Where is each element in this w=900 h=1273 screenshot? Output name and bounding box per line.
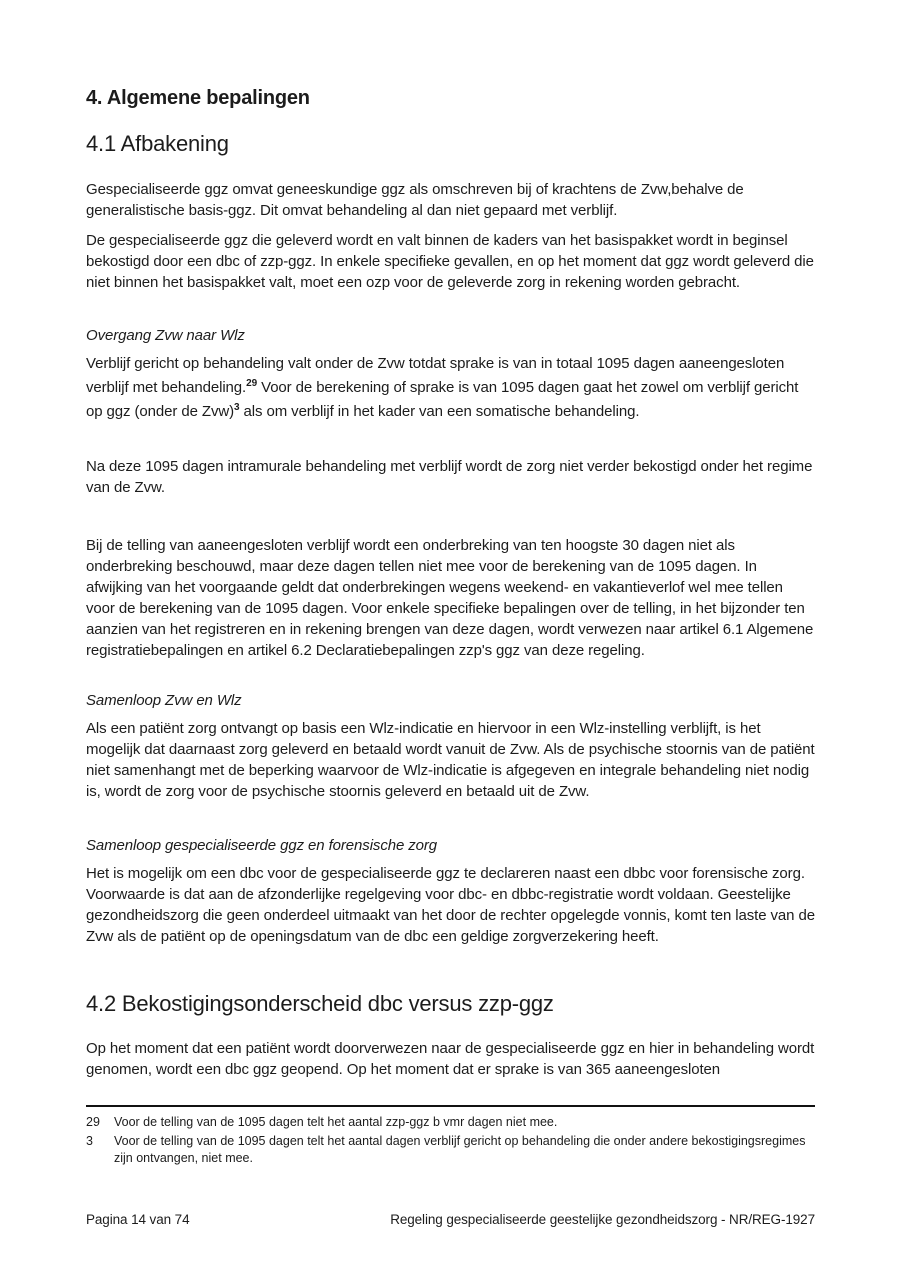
subheading-overgang-zvw-wlz: Overgang Zvw naar Wlz <box>86 327 245 344</box>
paragraph-na-1095-dagen: Na deze 1095 dagen intramurale behandeling met verblijf wordt de zorg niet verder bekostigd onder het regime van de Zvw. <box>86 458 813 496</box>
paragraph-bekostiging-1: Op het moment dat een patiënt wordt doorverwezen naar de gespecialiseerde ggz en hier in behandeling wordt genomen, wordt een dbc ggz geopend. Op het moment dat er sprake is van 365 aaneengesloten <box>86 1040 815 1078</box>
footnote-text: Voor de telling van de 1095 dagen telt het aantal dagen verblijf gericht op behandeling die onder andere bekostigingsregimes zijn ontvangen, niet mee. <box>114 1134 806 1165</box>
footnote-divider <box>86 1105 815 1107</box>
paragraph-afbakening-1: Gespecialiseerde ggz omvat geneeskundige ggz als omschreven bij of krachtens de Zvw,behalve de generalistische basis-ggz. Dit omvat behandeling al dan niet gepaard met verblijf. <box>86 181 744 219</box>
subheading-samenloop-zvw-wlz: Samenloop Zvw en Wlz <box>86 692 242 709</box>
footnote-text: Voor de telling van de 1095 dagen telt het aantal zzp-ggz b vmr dagen niet mee. <box>114 1115 558 1129</box>
paragraph-verblijf-1095 <box>86 352 815 424</box>
chapter-heading: 4. Algemene bepalingen <box>86 87 310 109</box>
footnote-reference-3: 3 <box>233 402 240 413</box>
paragraph-segment: als om verblijf in het kader van een somatische behandeling. <box>239 403 640 420</box>
subheading-samenloop-forensisch: Samenloop gespecialiseerde ggz en forensische zorg <box>86 837 438 854</box>
footnote-reference-29: 29 <box>246 378 258 389</box>
paragraph-segment: Voor de berekening of sprake is van 1095 dagen gaat het zowel om verblijf gericht op ggz (onder de Zvw) <box>86 379 799 420</box>
paragraph-samenloop-forensisch: Het is mogelijk om een dbc voor de gespecialiseerde ggz te declareren naast een dbbc voor forensische zorg. Voorwaarde is dat aan de afzonderlijke regelgeving voor dbc- en dbbc-registratie wordt voldaan. Geestelijke gezondheidszorg die geen onderdeel uitmaakt van het door de rechter opgelegde vonnis, komt ten laste van de Zvw als de patiënt op de openingsdatum van de dbc een geldige zorgverzekering heeft. <box>86 865 815 945</box>
footnote-marker: 3 <box>86 1134 93 1148</box>
paragraph-afbakening-2: De gespecialiseerde ggz die geleverd wordt en valt binnen de kaders van het basispakket wordt in beginsel bekostigd door een dbc of zzp-ggz. In enkele specifieke gevallen, en op het moment dat ggz wordt geleverd die niet binnen het basispakket valt, moet een ozp voor de geleverde zorg in rekening worden gebracht. <box>86 232 814 291</box>
page-footer <box>86 1211 815 1228</box>
paragraph-segment: Verblijf gericht op behandeling valt onder de Zvw totdat sprake is van in totaal 1095 dagen aaneengesloten verblijf met behandeling. <box>86 355 785 396</box>
paragraph-samenloop-wlz: Als een patiënt zorg ontvangt op basis een Wlz-indicatie en hiervoor in een Wlz-instelling verblijft, is het mogelijk dat daarnaast zorg geleverd en betaald wordt vanuit de Zvw. Als de psychische stoornis van de patiënt niet samenhangt met de beperking waarvoor de Wlz-indicatie is afgegeven en integrale behandeling niet nodig is, wordt de zorg voor de psychische stoornis geleverd en betaald uit de Zvw. <box>86 720 815 800</box>
footnotes-section <box>86 1114 815 1169</box>
footnote-29 <box>86 1114 815 1131</box>
page-number: Pagina 14 van 74 <box>86 1212 190 1227</box>
footnote-marker: 29 <box>86 1115 100 1129</box>
section-4-2-title: 4.2 Bekostigingsonderscheid dbc versus zzp-ggz <box>86 991 554 1016</box>
section-4-1-title: 4.1 Afbakening <box>86 131 229 156</box>
footnote-3 <box>86 1133 815 1167</box>
paragraph-telling-verblijf: Bij de telling van aaneengesloten verblijf wordt een onderbreking van ten hoogste 30 dagen niet als onderbreking beschouwd, maar deze dagen tellen niet mee voor de berekening van de 1095 dagen. In afwijking van het voorgaande geldt dat onderbrekingen wegens weekend- en vakantieverlof wel mee tellen voor de berekening van de 1095 dagen. Voor enkele specifieke bepalingen over de telling, in het bijzonder ten aanzien van het registreren en in rekening brengen van deze dagen, wordt verwezen naar artikel 6.1 Algemene registratiebepalingen en artikel 6.2 Declaratiebepalingen zzp's ggz van deze regeling. <box>86 537 814 659</box>
document-reference: Regeling gespecialiseerde geestelijke gezondheidszorg - NR/REG-1927 <box>390 1212 815 1227</box>
